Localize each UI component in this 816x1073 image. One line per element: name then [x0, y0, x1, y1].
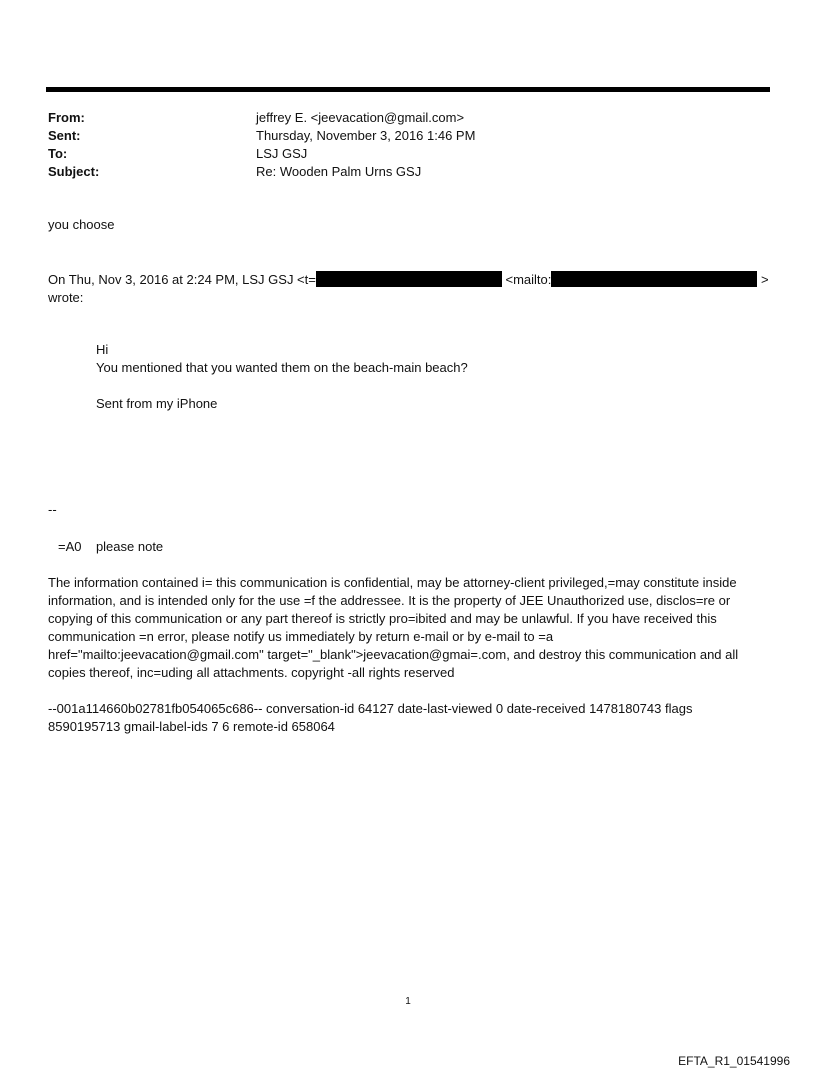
metadata-paragraph: --001a114660b02781fb054065c686-- conversation-id 64127 date-last-viewed 0 date-received 1478180743 flags 8590195713 gmail-label-ids 7 6 remote-id 658064: [48, 701, 693, 734]
from-label: From:: [48, 110, 85, 125]
signature-note: =A0 please note: [58, 539, 164, 554]
sent-label: Sent:: [48, 128, 81, 143]
disclaimer-paragraph: The information contained i= this communication is confidential, may be attorney-client privileged,=may constitute inside information, and is intended only for the use =f the addressee. It is the property of JEE Unauthorized use, disclos=re or copying of this communication or any part thereof is strictly pro=ibited and may be unlawful. If you have received this communication =n error, please notify us immediately by return e-mail or by e-mail to =a href="mailto:jeevacation@gmail.com" target="_blank">jeevacation@gmai=.com, and destroy this communication and all copies thereof, inc=uding all attachments. copyright -all rights reserved: [48, 575, 739, 680]
to-value: LSJ GSJ: [256, 146, 308, 161]
reply-text: you choose: [48, 217, 115, 232]
email-header: [48, 109, 768, 181]
quoted-line-1: Hi: [96, 342, 109, 357]
redaction-box-2: [551, 271, 757, 287]
to-row: [48, 145, 768, 163]
subject-row: [48, 163, 768, 181]
bates-number: EFTA_R1_01541996: [678, 1054, 790, 1068]
sent-row: [48, 127, 768, 145]
quote-intro-mailto: <mailto:: [505, 272, 552, 287]
from-row: [48, 109, 768, 127]
quote-intro-wrote: wrote:: [48, 290, 84, 305]
to-label: To:: [48, 146, 68, 161]
subject-value: Re: Wooden Palm Urns GSJ: [256, 164, 422, 179]
from-value: jeffrey E. <jeevacation@gmail.com>: [256, 110, 465, 125]
quoted-line-3: Sent from my iPhone: [96, 396, 218, 411]
header-rule: [46, 87, 770, 92]
quote-intro-start: On Thu, Nov 3, 2016 at 2:24 PM, LSJ GSJ <t=: [48, 272, 316, 287]
redaction-box-1: [316, 271, 502, 287]
page-number: 1: [405, 996, 411, 1007]
quote-intro-line: [48, 271, 769, 289]
quote-intro-end: >: [761, 272, 769, 287]
subject-label: Subject:: [48, 164, 100, 179]
signature-separator: --: [48, 502, 57, 517]
sent-value: Thursday, November 3, 2016 1:46 PM: [256, 128, 476, 143]
quoted-line-2: You mentioned that you wanted them on the beach-main beach?: [96, 360, 468, 375]
